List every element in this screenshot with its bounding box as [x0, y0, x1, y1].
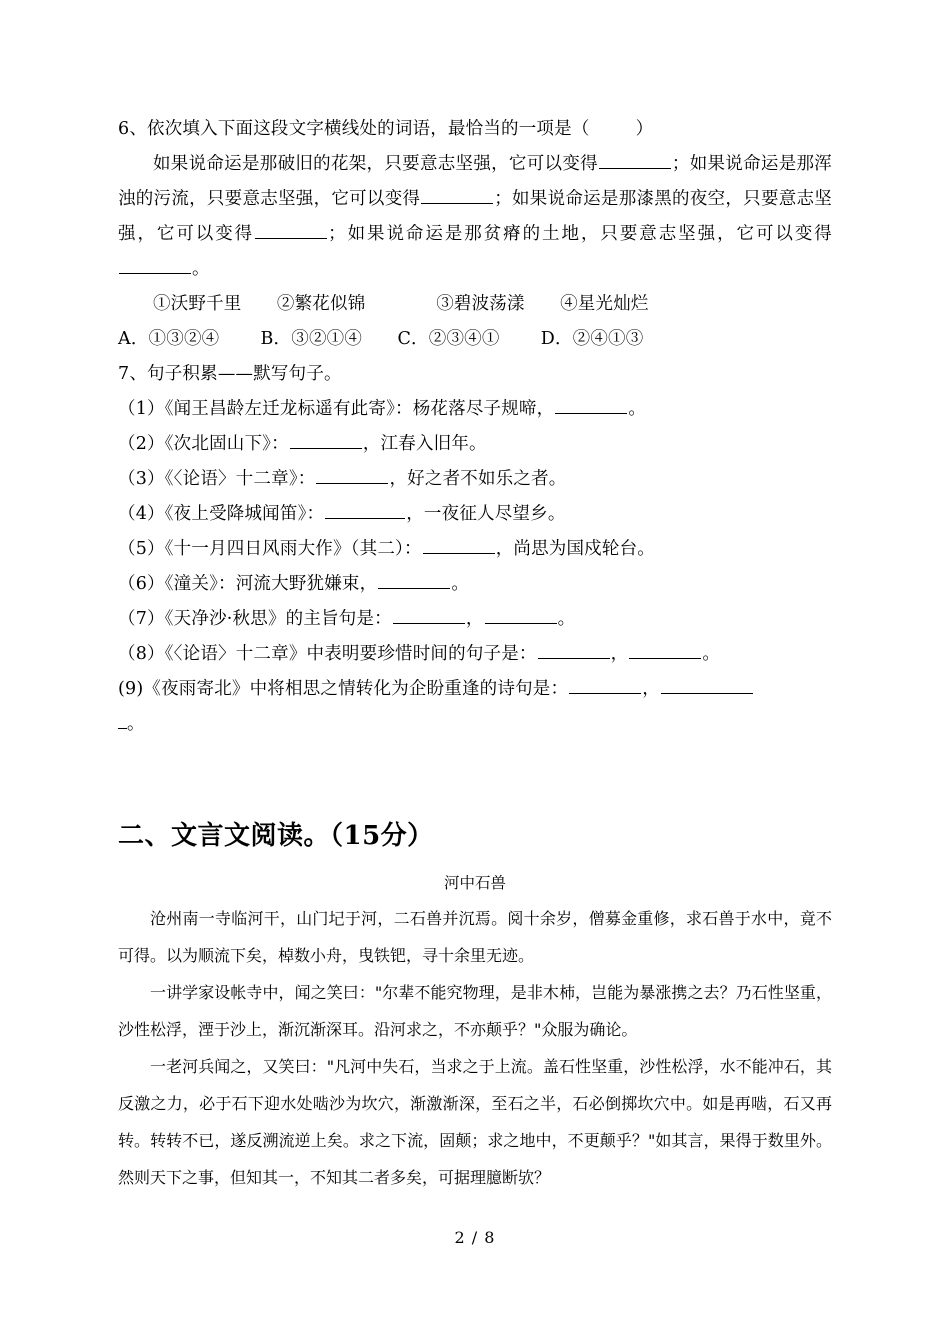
- page-footer: 2 / 8: [454, 1228, 496, 1247]
- passage-title: 河中石兽: [443, 874, 506, 892]
- answer-blank-4[interactable]: [119, 256, 191, 274]
- passage-part-5: 。: [192, 259, 210, 279]
- section-2-heading: 二、文言文阅读。（15分）: [118, 821, 434, 851]
- passage-paragraph-3: 一老河兵闻之，又笑曰："凡河中失石，当求之于上流。盖石性坚重，沙性松浮，水不能冲石，其反激之力，必于石下迎水处啮沙为坎穴，渐激渐深，至石之半，石必倒掷坎穴中。如是再啮，石又再转。转转不已，遂反溯流逆上矣。求之下流，固颠；求之地中，不更颠乎？"如其言，果得于数里外。然则天下之事，但知其一，不知其二者多矣，可据理臆断欤？: [118, 1057, 832, 1187]
- item-8-suffix: 。: [702, 644, 721, 664]
- item-6-prefix: （6）《潼关》：河流大野犹嫌束，: [118, 574, 378, 594]
- item-1-suffix: 。: [628, 399, 647, 419]
- item-7-blank-a[interactable]: [393, 606, 465, 624]
- question-6-stem: 6、依次填入下面这段文字横线处的词语，最恰当的一项是（ ）: [118, 119, 654, 139]
- item-2-prefix: （2）《次北固山下》：: [118, 434, 289, 454]
- item-5-blank[interactable]: [423, 536, 495, 554]
- memorization-item-2: [118, 427, 832, 462]
- item-4-suffix: ，一夜征人尽望乡。: [406, 504, 566, 524]
- item-1-prefix: （1）《闻王昌龄左迁龙标遥有此寄》：杨花落尽子规啼，: [118, 399, 555, 419]
- item-6-suffix: 。: [451, 574, 470, 594]
- item-7-middle: ，: [465, 609, 484, 629]
- question-6-choices[interactable]: A．①③②④ B．③②①④ C．②③④① D．②④①③: [118, 329, 644, 349]
- item-8-middle: ，: [610, 644, 629, 664]
- item-9-blank-a[interactable]: [569, 676, 641, 694]
- item-9-blank-b[interactable]: [661, 676, 753, 694]
- item-9-prefix: (9)《夜雨寄北》中将相思之情转化为企盼重逢的诗句是：: [118, 679, 569, 699]
- item-8-blank-b[interactable]: [629, 641, 701, 659]
- question-7-block: [118, 357, 832, 742]
- item-3-suffix: ，好之者不如乐之者。: [389, 469, 567, 489]
- memorization-item-6: [118, 567, 832, 602]
- memorization-item-5: [118, 532, 832, 567]
- item-4-prefix: （4）《夜上受降城闻笛》：: [118, 504, 325, 524]
- item-9-middle: ，: [642, 679, 660, 699]
- memorization-item-4: [118, 497, 832, 532]
- section-gap: [118, 742, 832, 816]
- passage-part-4: ；如果说命运是那贫瘠的土地，只要意志坚强，它可以变得: [328, 224, 833, 244]
- memorization-item-7: [118, 602, 832, 637]
- item-8-blank-a[interactable]: [538, 641, 610, 659]
- item-5-prefix: （5）《十一月四日风雨大作》（其二）：: [118, 539, 422, 559]
- question-6-items: ①沃野千里 ②繁花似锦 ③碧波荡漾 ④星光灿烂: [153, 294, 649, 314]
- item-1-blank[interactable]: [555, 396, 627, 414]
- passage-part-3: ；如果说命运是那漆黑的夜空，只要意志坚强，它可以变得: [118, 189, 832, 244]
- passage-part-2: ；如果说命运是那浑浊的污流，只要意志坚强，它可以变得: [118, 154, 832, 209]
- item-7-suffix: 。: [557, 609, 576, 629]
- passage-paragraph-2: 一讲学家设帐寺中，闻之笑曰："尔辈不能究物理，是非木杮，岂能为暴涨携之去？乃石性坚重，沙性松浮，湮于沙上，渐沉渐深耳。沿河求之，不亦颠乎？"众服为确论。: [118, 983, 832, 1039]
- classical-passage: [118, 866, 832, 1196]
- item-3-blank[interactable]: [316, 466, 388, 484]
- item-4-blank[interactable]: [325, 501, 405, 519]
- item-9-suffix: 。: [127, 714, 145, 734]
- item-7-blank-b[interactable]: [485, 606, 557, 624]
- question-6-passage: [118, 147, 832, 287]
- memorization-item-9-wrap: [118, 707, 832, 742]
- passage-paragraph-1: 沧州南一寺临河干，山门圮于河，二石兽并沉焉。阅十余岁，僧募金重修，求石兽于水中，竟不可得。以为顺流下矣，棹数小舟，曳铁钯，寻十余里无迹。: [118, 909, 832, 965]
- item-2-suffix: ，江春入旧年。: [362, 434, 487, 454]
- item-2-blank[interactable]: [290, 431, 362, 449]
- question-6-block: [118, 112, 832, 357]
- item-3-prefix: （3）《〈论语〉十二章》：: [118, 469, 316, 489]
- passage-part-1: 如果说命运是那破旧的花架，只要意志坚强，它可以变得: [153, 154, 598, 174]
- item-7-prefix: （7）《天净沙·秋思》的主旨句是：: [118, 609, 392, 629]
- question-7-stem: 7、句子积累——默写句子。: [118, 364, 342, 384]
- answer-blank-3[interactable]: [255, 221, 327, 239]
- item-8-prefix: （8）《〈论语〉十二章》中表明要珍惜时间的句子是：: [118, 644, 537, 664]
- answer-blank-2[interactable]: [421, 186, 493, 204]
- memorization-item-8: [118, 637, 832, 672]
- item-6-blank[interactable]: [378, 571, 450, 589]
- memorization-item-9: [118, 672, 832, 707]
- item-9-blank-continuation[interactable]: [118, 711, 127, 729]
- memorization-item-1: [118, 392, 832, 427]
- item-5-suffix: ，尚思为国戍轮台。: [495, 539, 655, 559]
- answer-blank-1[interactable]: [599, 151, 671, 169]
- heading-gap: [118, 856, 832, 866]
- memorization-item-3: [118, 462, 832, 497]
- page-content: [118, 112, 832, 1196]
